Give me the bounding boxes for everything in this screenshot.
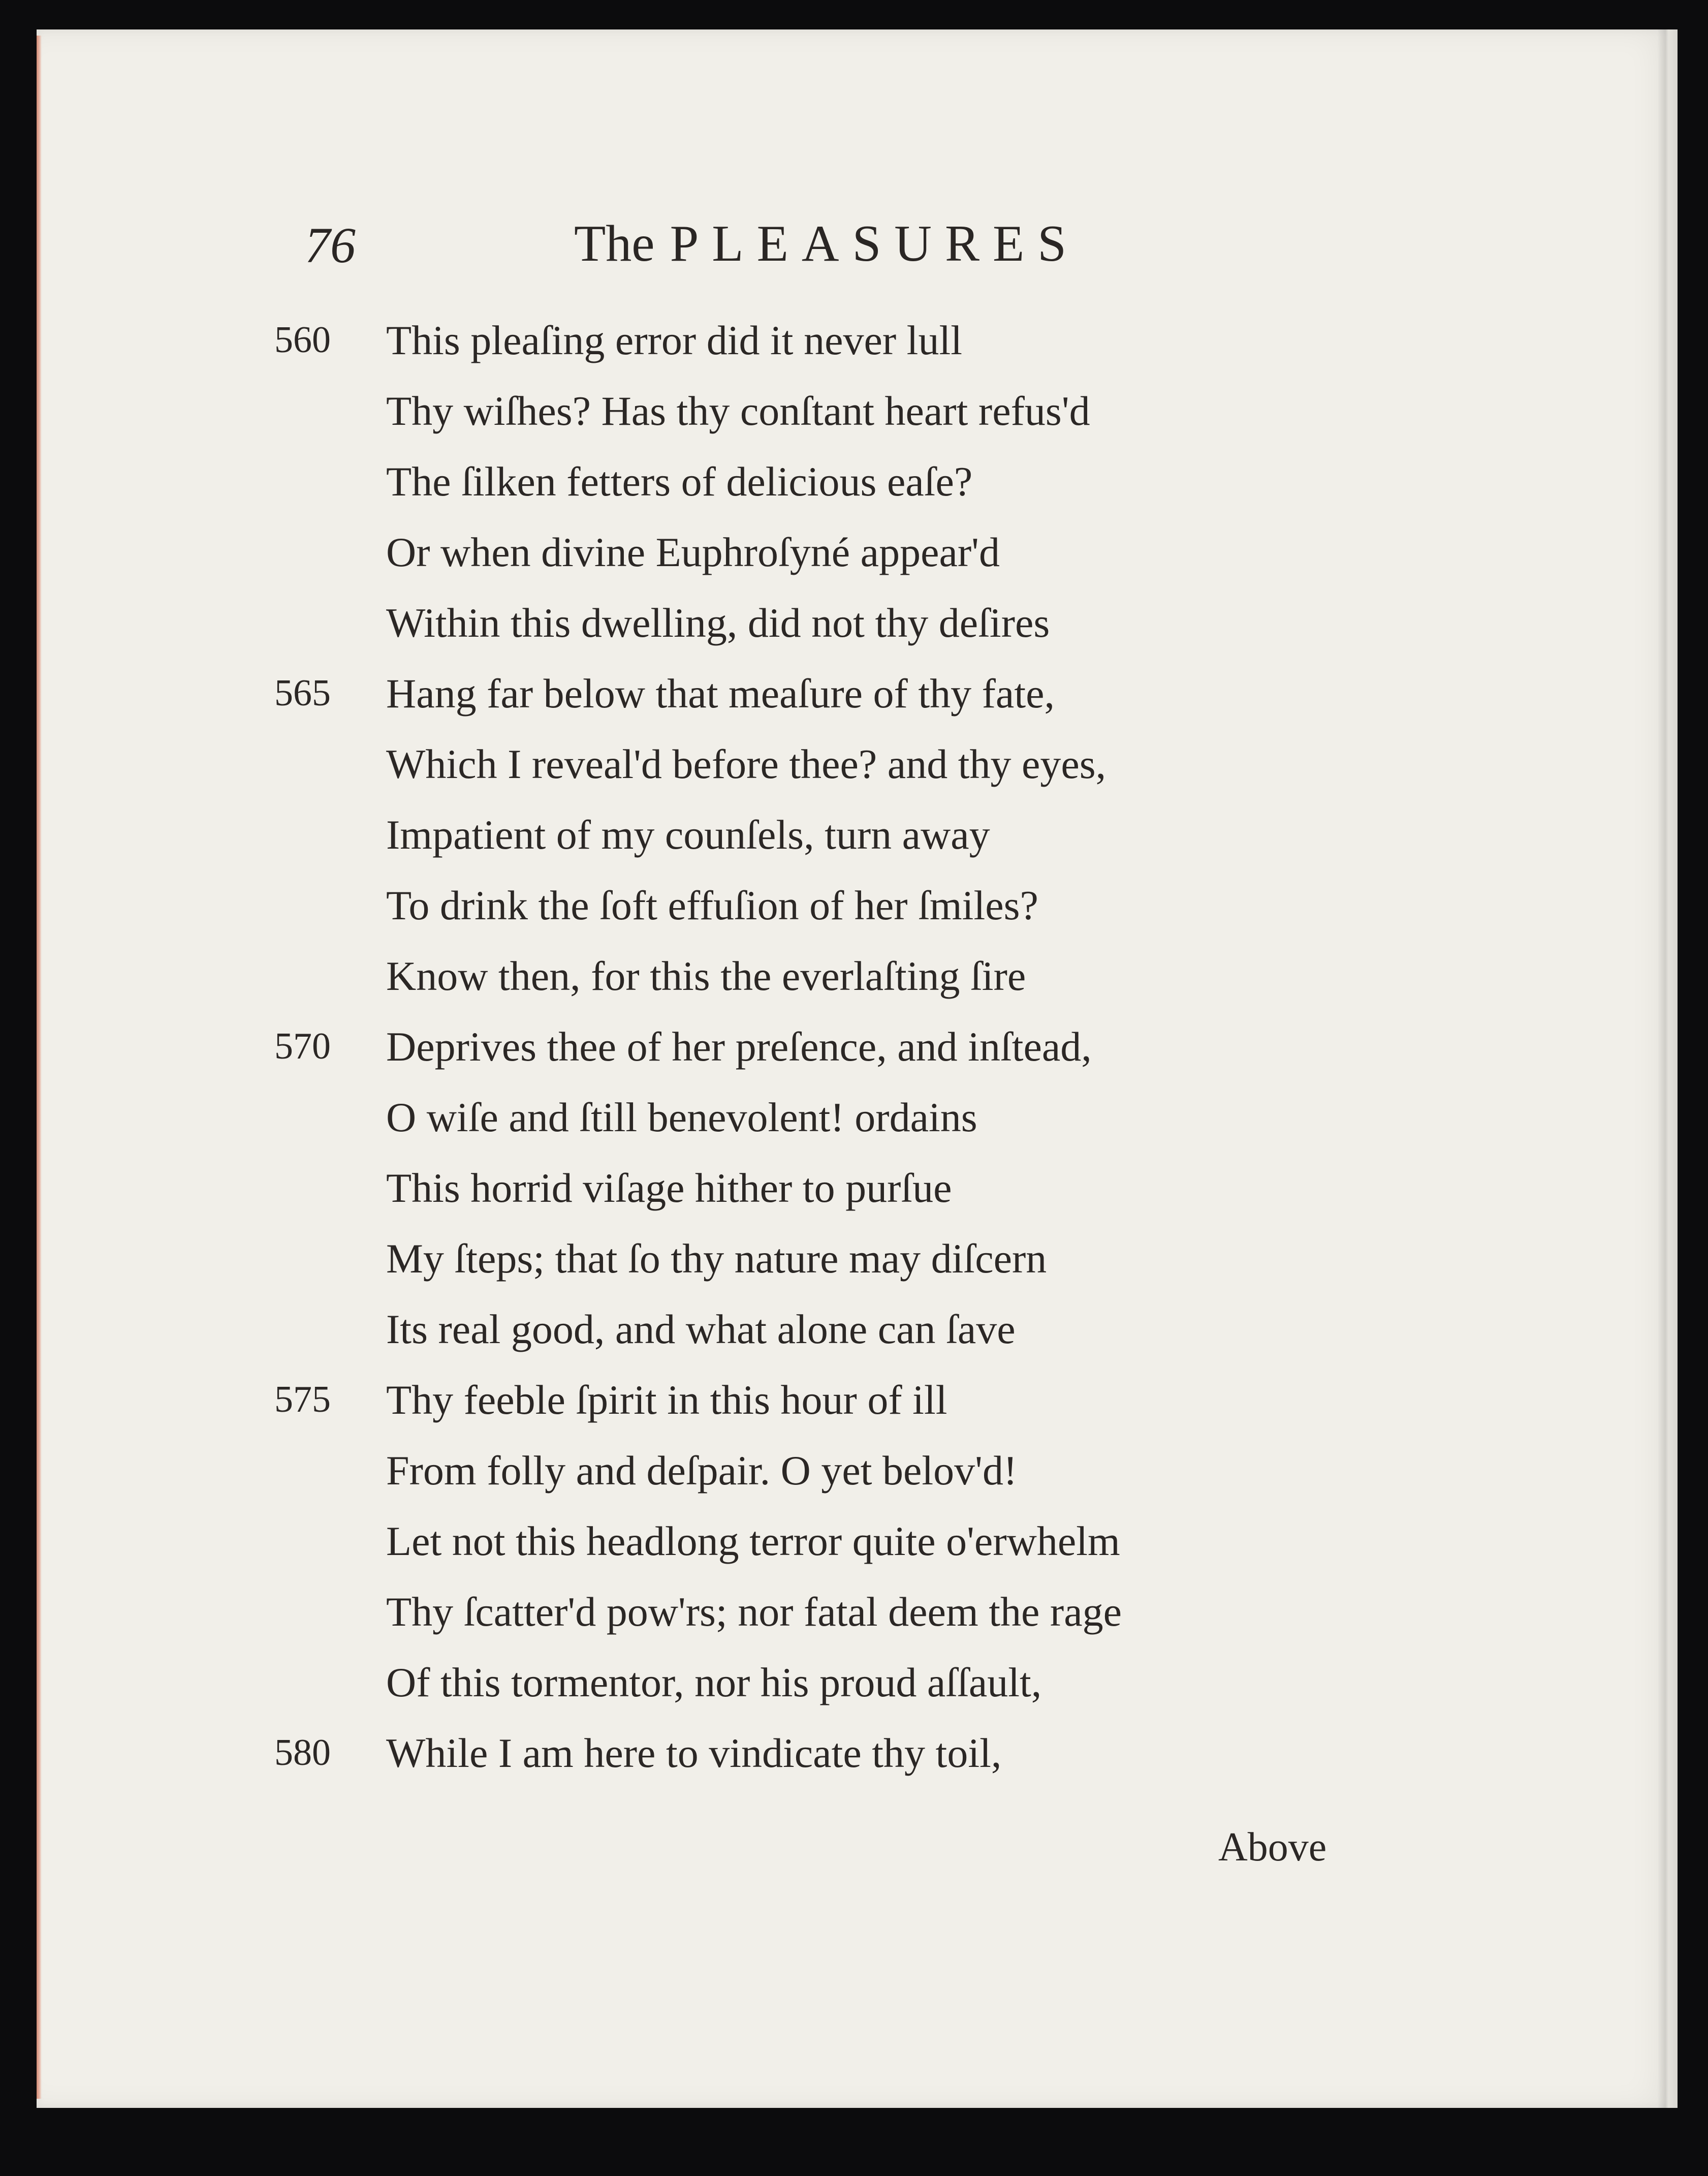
verse-text: Within this dwelling, did not thy deſires [386,600,1050,646]
verse-line [274,658,1290,729]
line-number: 575 [274,1379,331,1420]
verse-line [274,1364,1290,1435]
page-gutter-right [1657,29,1678,2108]
verse-text: Impatient of my counſels, turn away [386,812,990,858]
verse-text: Hang far below that meaſure of thy fate, [386,670,1055,717]
verse-text: My ſteps; that ſo thy nature may diſcern [386,1235,1047,1282]
running-title [574,214,1080,273]
verse-text: O wiſe and ſtill benevolent! ordains [386,1094,977,1140]
verse-text: Deprives thee of her preſence, and inſtead, [386,1023,1092,1070]
running-title-caps: PLEASURES [670,215,1080,272]
catchword: Above [1218,1825,1327,1870]
verse-text: Let not this headlong terror quite o'erwhelm [386,1518,1120,1564]
verse-line [274,517,1290,587]
verse-text: Of this tormentor, nor his proud aſſault, [386,1659,1042,1705]
verse-line [274,1718,1290,1788]
verse-line [274,1153,1290,1223]
verse-text: This horrid viſage hither to purſue [386,1165,952,1211]
verse-line [274,729,1290,799]
verse-line [274,1294,1290,1364]
line-number: 560 [274,319,331,361]
line-number: 570 [274,1025,331,1067]
verse-text: Know then, for this the everlaſting ſire [386,953,1026,999]
verse-line [274,446,1290,517]
verse-line [274,1435,1290,1506]
verse-line [274,1011,1290,1082]
page-header [305,206,1179,272]
verse-text: Thy ſcatter'd pow'rs; nor fatal deem the rage [386,1589,1122,1635]
running-title-article: The [574,215,655,272]
line-number: 580 [274,1732,331,1774]
verse-line [274,376,1290,446]
verse-text: To drink the ſoft effuſion of her ſmiles? [386,882,1038,928]
verse-line [274,1576,1290,1647]
verse-line [274,870,1290,941]
verse-line [274,1647,1290,1718]
verse-text: While I am here to vindicate thy toil, [386,1730,1002,1776]
verse-text: Or when divine Euphroſyné appear'd [386,529,1000,575]
verse-text: Thy wiſhes? Has thy conſtant heart refus'd [386,388,1090,434]
verse-text: Thy feeble ſpirit in this hour of ill [386,1377,947,1423]
verse-line [274,1223,1290,1294]
page-number: 76 [305,217,356,273]
verse-text: The ſilken fetters of delicious eaſe? [386,458,973,505]
verse-line [274,1506,1290,1576]
verse-line [274,1082,1290,1153]
line-number: 565 [274,672,331,714]
verse-line [274,941,1290,1011]
verse-line [274,305,1290,376]
page-edge-left [37,36,42,2099]
verse-text: This pleaſing error did it never lull [386,317,963,363]
verse-text: Its real good, and what alone can ſave [386,1306,1016,1352]
verse-line [274,799,1290,870]
verse-block [274,305,1290,1788]
verse-text: From folly and deſpair. O yet belov'd! [386,1447,1018,1494]
verse-line [274,587,1290,658]
verse-text: Which I reveal'd before thee? and thy eyes, [386,741,1106,787]
